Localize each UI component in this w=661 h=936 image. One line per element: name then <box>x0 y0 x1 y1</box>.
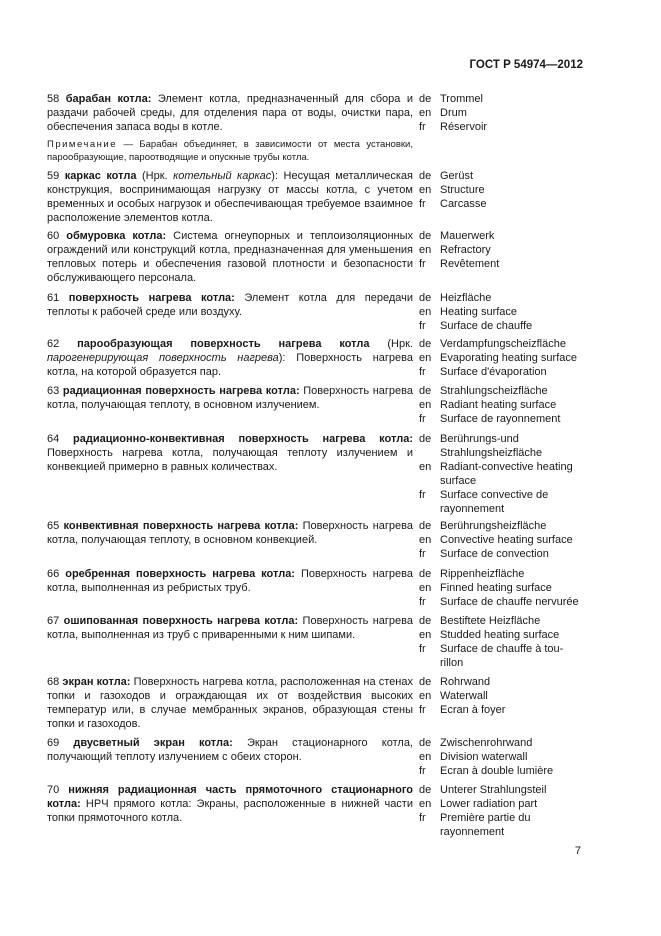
term-definition: 62 парообразующая поверхность нагрева котла (Нрк. парогенерирующая поверхность нагрева): Поверхность нагрева котла, на которой образуется пар. <box>47 338 413 378</box>
term-definition: 69 двусветный экран котла: Экран стационарного котла, получающий теплоту излучением с обеих сторон. <box>47 737 413 763</box>
term-definition: 58 барабан котла: Элемент котла, предназначенный для сбора и раздачи рабочей среды, для отделения пара от воды, очистки пара, обеспечения запаса воды в котле. <box>47 93 413 133</box>
page-number: 7 <box>574 845 581 857</box>
term-definition: 70 нижняя радиационная часть прямоточного стационарного котла: НРЧ прямого котла: Экраны, расположенные в нижней части топки прямоточного котла. <box>47 784 413 824</box>
term-definition: 61 поверхность нагрева котла: Элемент котла для передачи теплоты к рабочей среде или воздуху. <box>47 292 413 318</box>
document-header: ГОСТ Р 54974—2012 <box>469 59 583 71</box>
note: Примечание — Барабан объединяет, в зависимости от места установки, парообразующие, пароотводящие и опускные трубы котла. <box>47 139 413 163</box>
term-definition: 66 оребренная поверхность нагрева котла: Поверхность нагрева котла, выполненная из ребристых труб. <box>47 568 413 594</box>
term-definition: 65 конвективная поверхность нагрева котла: Поверхность нагрева котла, получающая теплоту, в основном конвекцией. <box>47 520 413 546</box>
term-definition: 68 экран котла: Поверхность нагрева котла, расположенная на стенах топки и газоходов и ограждающая их от воздействия высоких температур или, в случае мембранных экранов, образующая стены топки и газоходов. <box>47 676 413 730</box>
term-definition: 60 обмуровка котла: Система огнеупорных и теплоизоляционных ограждений или конструкций котла, предназначенная для уменьшения тепловых потерь и обеспечения газовой плотности и безопасности обслуживающего персонала. <box>47 230 413 284</box>
term-definition: 64 радиационно-конвективная поверхность нагрева котла: Поверхность нагрева котла, получающая теплоту излучением и конвекцией примерно в равных количествах. <box>47 433 413 473</box>
term-definition: 63 радиационная поверхность нагрева котла: Поверхность нагрева котла, получающая теплоту, в основном излучением. <box>47 385 413 411</box>
term-definition: 67 ошипованная поверхность нагрева котла: Поверхность нагрева котла, выполненная из труб с приваренными к ним шипами. <box>47 615 413 641</box>
term-definition: 59 каркас котла (Нрк. котельный каркас): Несущая металлическая конструкция, воспринимающая нагрузку от массы котла, с учетом временных и особых нагрузок и обеспечивающая требуемое взаимное расположение элементов котла. <box>47 170 413 224</box>
